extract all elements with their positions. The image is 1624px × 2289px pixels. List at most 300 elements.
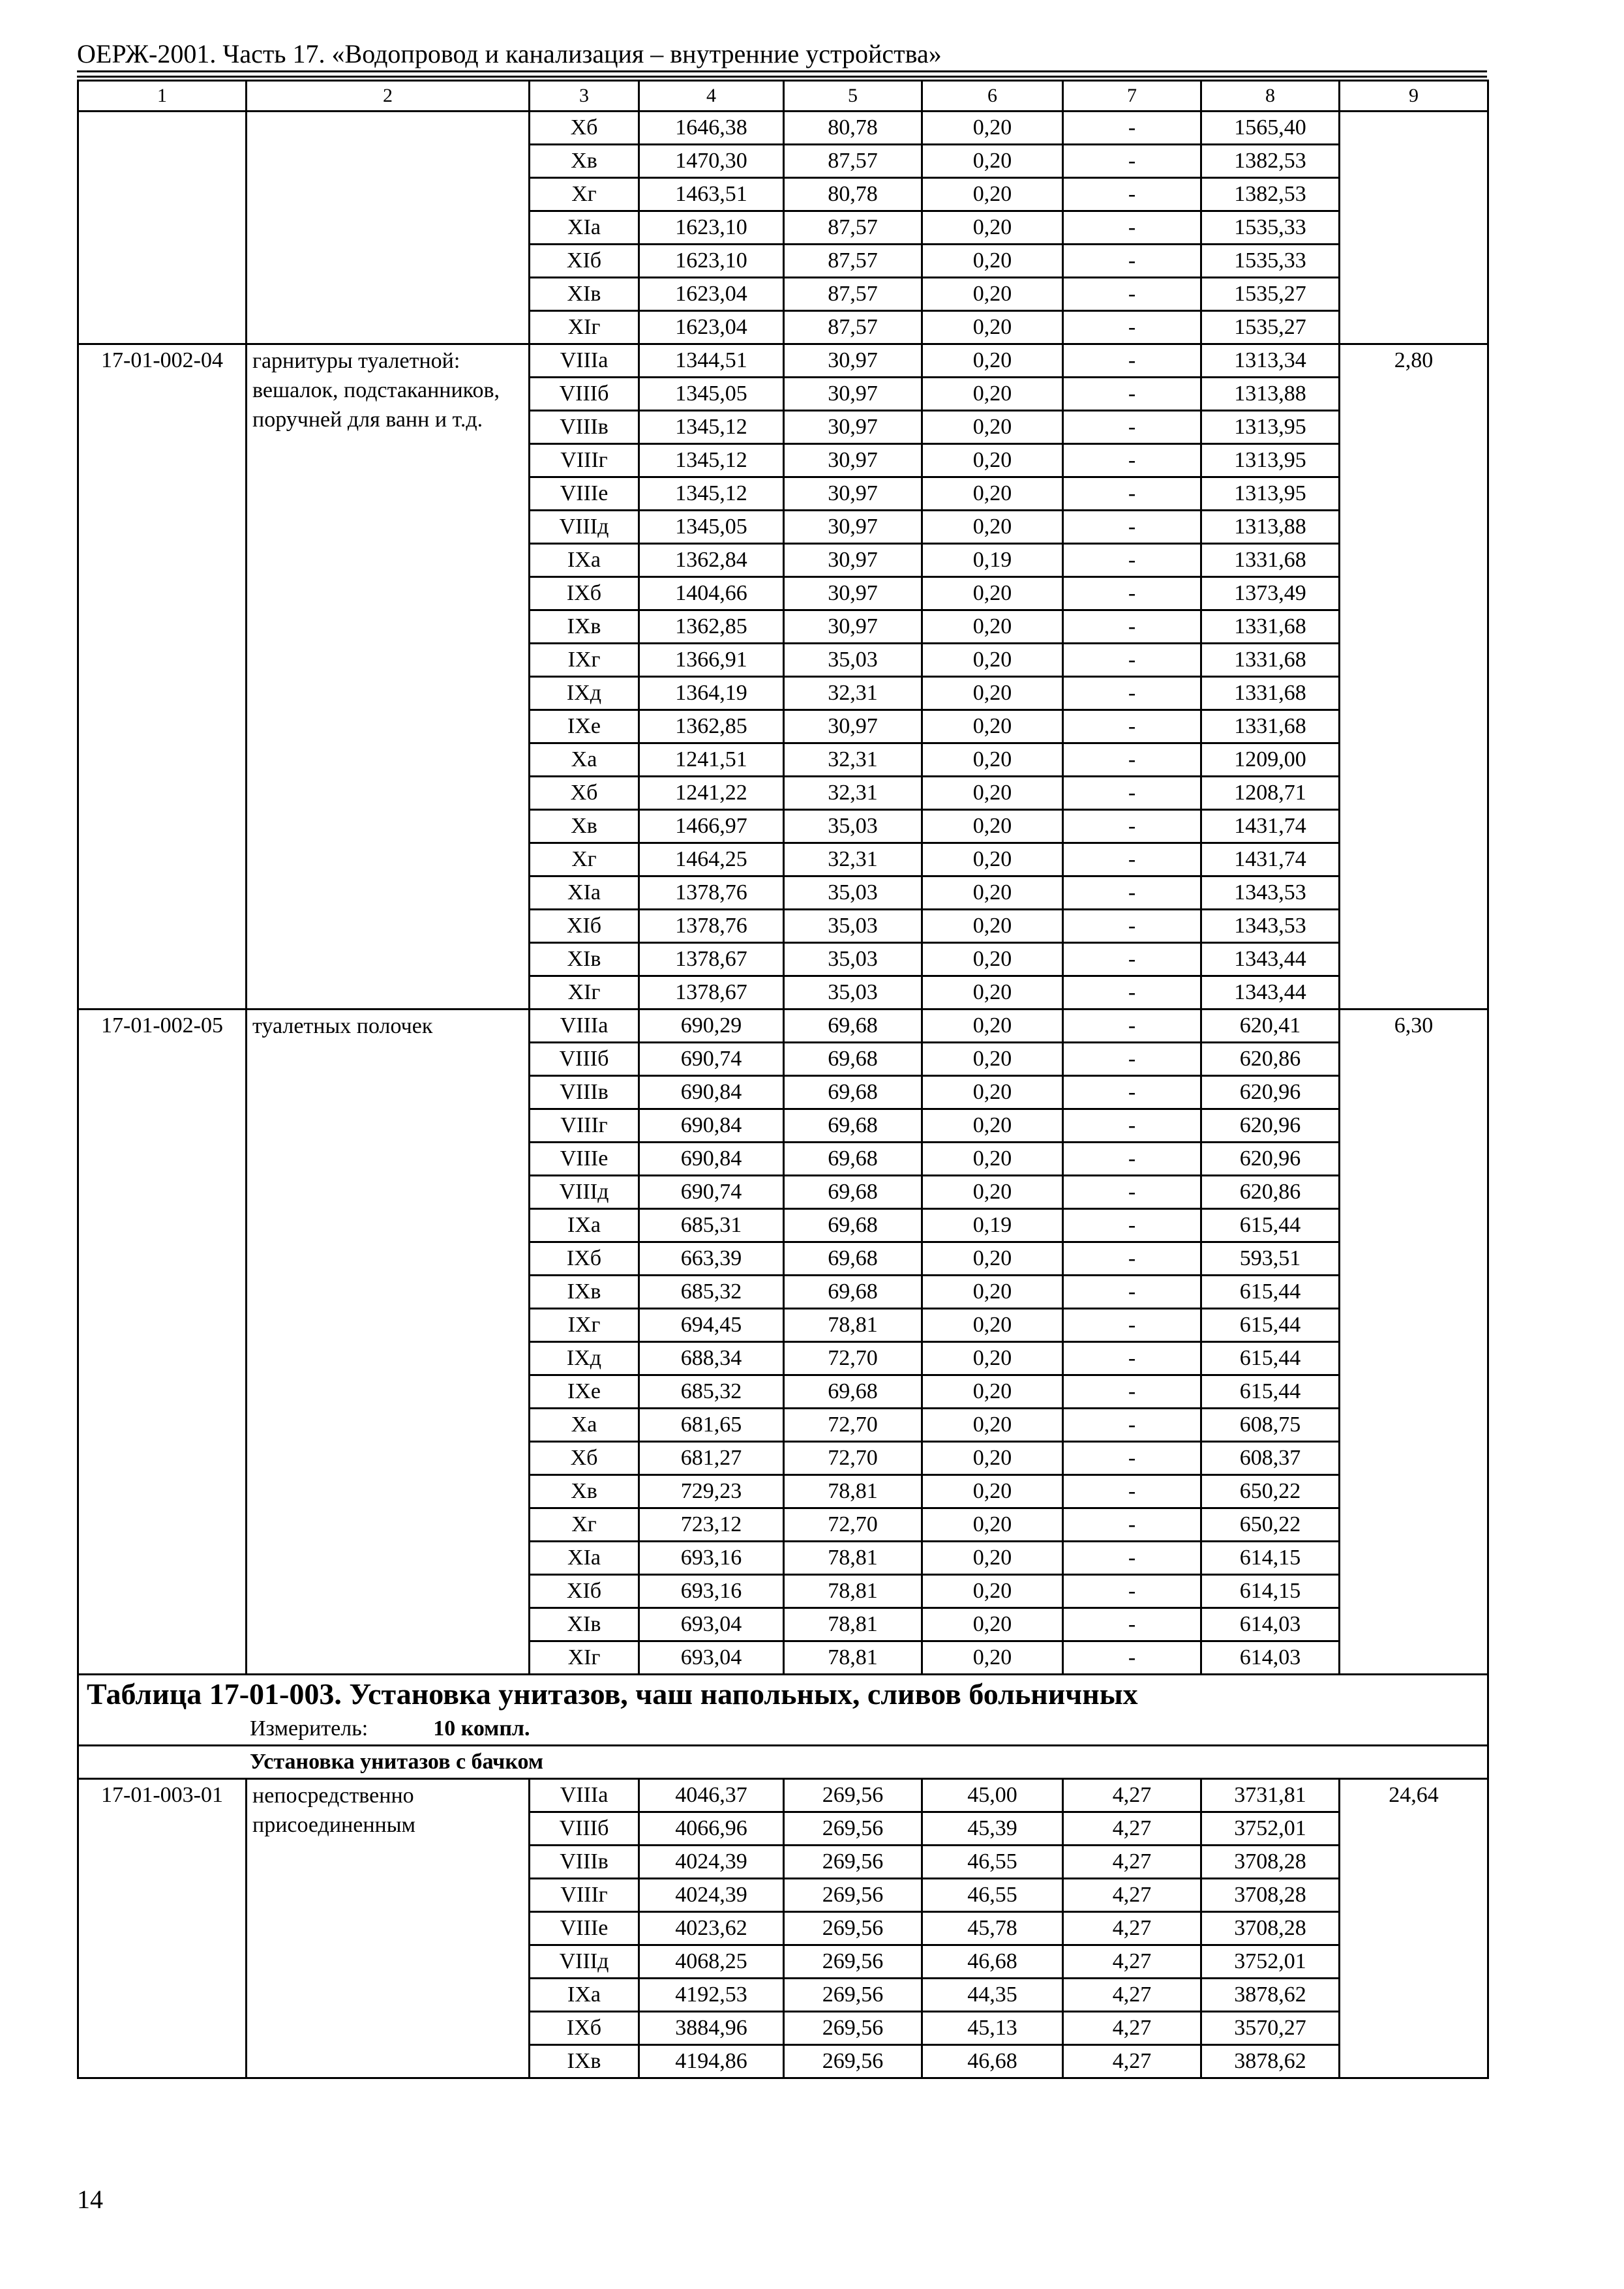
table-cell: 608,75 (1201, 1409, 1340, 1442)
table-cell: - (1063, 910, 1201, 943)
table-cell: 78,81 (784, 1475, 922, 1508)
table-cell: - (1063, 810, 1201, 843)
table-cell: 593,51 (1201, 1242, 1340, 1276)
table-cell: VIIIб (530, 378, 639, 411)
table-cell: 0,20 (922, 1342, 1063, 1375)
table-cell: 1364,19 (639, 677, 784, 710)
table-cell: 4192,53 (639, 1979, 784, 2012)
table-cell: 35,03 (784, 976, 922, 1010)
table-cell: 4,27 (1063, 1779, 1201, 1812)
table-cell: 1343,44 (1201, 976, 1340, 1010)
table-cell: 69,68 (784, 1043, 922, 1076)
table-cell: 78,81 (784, 1309, 922, 1342)
table-cell: XIг (530, 1641, 639, 1675)
table-cell: XIв (530, 943, 639, 976)
table-cell: IXд (530, 677, 639, 710)
table-cell: 87,57 (784, 245, 922, 278)
table-cell: VIIIд (530, 1945, 639, 1979)
table-cell: 0,20 (922, 1508, 1063, 1542)
table-cell: 72,70 (784, 1508, 922, 1542)
table-cell: 0,20 (922, 477, 1063, 511)
table-cell: VIIIв (530, 1846, 639, 1879)
table-cell: - (1063, 1508, 1201, 1542)
table-cell: 1209,00 (1201, 743, 1340, 777)
table-cell: 30,97 (784, 544, 922, 577)
table-cell: 3708,28 (1201, 1912, 1340, 1945)
table-cell: 1208,71 (1201, 777, 1340, 810)
table-cell: 3731,81 (1201, 1779, 1340, 1812)
table-cell: VIIIд (530, 1176, 639, 1209)
table-cell: XIa (530, 1542, 639, 1575)
table-cell: 269,56 (784, 1846, 922, 1879)
table-cell: 690,74 (639, 1043, 784, 1076)
column-header: 1 (78, 81, 247, 112)
table-cell: - (1063, 1542, 1201, 1575)
table-cell: XIa (530, 876, 639, 910)
table-cell: 32,31 (784, 677, 922, 710)
table-cell: - (1063, 1109, 1201, 1143)
table-cell: - (1063, 511, 1201, 544)
table-cell: 1470,30 (639, 145, 784, 178)
table-cell: 1343,53 (1201, 876, 1340, 910)
column-header-row (78, 81, 1488, 112)
table-cell: VIIIг (530, 1879, 639, 1912)
table-cell: - (1063, 544, 1201, 577)
table-cell: 0,20 (922, 211, 1063, 245)
table-cell: 0,20 (922, 245, 1063, 278)
table-cell: 1366,91 (639, 644, 784, 677)
table-cell: - (1063, 1375, 1201, 1409)
table-cell: 80,78 (784, 112, 922, 145)
table-cell: 614,15 (1201, 1575, 1340, 1608)
table-cell: 0,20 (922, 843, 1063, 876)
table-cell: 0,20 (922, 311, 1063, 344)
table-cell: VIIIe (530, 477, 639, 511)
table-cell: - (1063, 1641, 1201, 1675)
table-cell: 1362,84 (639, 544, 784, 577)
rate-code: 17-01-003-01 (78, 1779, 247, 2078)
table-cell: 30,97 (784, 610, 922, 644)
table-cell: 729,23 (639, 1475, 784, 1508)
table-cell: 690,84 (639, 1109, 784, 1143)
table-cell: 0,20 (922, 610, 1063, 644)
table-cell: 0,20 (922, 1143, 1063, 1176)
table-cell: 4024,39 (639, 1846, 784, 1879)
table-cell: 620,41 (1201, 1010, 1340, 1043)
table-cell: 72,70 (784, 1442, 922, 1475)
table-cell: - (1063, 1043, 1201, 1076)
table-cell: - (1063, 876, 1201, 910)
table-cell: 269,56 (784, 2012, 922, 2045)
table-cell: 1378,76 (639, 876, 784, 910)
table-cell: XIг (530, 976, 639, 1010)
table-cell: 1535,27 (1201, 311, 1340, 344)
table-cell: 269,56 (784, 1979, 922, 2012)
table-cell: - (1063, 411, 1201, 444)
table-cell: Xг (530, 843, 639, 876)
table-cell: 1623,04 (639, 311, 784, 344)
table-cell: 45,39 (922, 1812, 1063, 1846)
table-cell: 69,68 (784, 1109, 922, 1143)
table-cell: 78,81 (784, 1608, 922, 1641)
table-cell: - (1063, 644, 1201, 677)
table-cell: 1313,95 (1201, 411, 1340, 444)
labor-norm: 24,64 (1340, 1779, 1488, 2078)
table-cell: 0,20 (922, 1608, 1063, 1641)
table-cell: - (1063, 311, 1201, 344)
table-cell: 69,68 (784, 1242, 922, 1276)
table-cell: IXг (530, 644, 639, 677)
table-cell: VIIIв (530, 411, 639, 444)
table-cell: Xб (530, 112, 639, 145)
table-cell: Xв (530, 810, 639, 843)
table-cell: Xв (530, 1475, 639, 1508)
table-cell: - (1063, 1409, 1201, 1442)
table-cell: 685,32 (639, 1276, 784, 1309)
table-cell: 1464,25 (639, 843, 784, 876)
table-cell: - (1063, 344, 1201, 378)
table-cell: 1431,74 (1201, 843, 1340, 876)
table-title-row (78, 1675, 1488, 1714)
unit-line (78, 1713, 1488, 1746)
table-cell: 615,44 (1201, 1276, 1340, 1309)
table-cell: VIIIe (530, 1912, 639, 1945)
table-cell: Xг (530, 178, 639, 211)
unit-row (78, 1713, 1488, 1746)
table-cell: - (1063, 610, 1201, 644)
table-cell: - (1063, 1475, 1201, 1508)
table-cell: XIв (530, 1608, 639, 1641)
table-cell: - (1063, 145, 1201, 178)
table-cell: 69,68 (784, 1375, 922, 1409)
table-cell: 0,20 (922, 344, 1063, 378)
table-cell: 69,68 (784, 1276, 922, 1309)
table-cell: 0,20 (922, 444, 1063, 477)
table-cell: - (1063, 1342, 1201, 1375)
table-cell: 0,20 (922, 677, 1063, 710)
table-cell: 1345,05 (639, 511, 784, 544)
table-cell: 0,20 (922, 1109, 1063, 1143)
table-cell: VIIIa (530, 344, 639, 378)
table-cell: IXa (530, 1979, 639, 2012)
table-cell: 1241,22 (639, 777, 784, 810)
table-cell: 46,68 (922, 1945, 1063, 1979)
table-row (78, 1779, 1488, 1812)
table-cell: - (1063, 245, 1201, 278)
table-cell: 3708,28 (1201, 1846, 1340, 1879)
table-cell: XIб (530, 910, 639, 943)
table-cell: - (1063, 444, 1201, 477)
table-cell: 4,27 (1063, 1945, 1201, 1979)
table-cell: - (1063, 1575, 1201, 1608)
table-cell: 269,56 (784, 1912, 922, 1945)
table-cell: 0,20 (922, 1010, 1063, 1043)
table-cell: 1343,44 (1201, 943, 1340, 976)
table-cell: 620,96 (1201, 1109, 1340, 1143)
table-cell: 30,97 (784, 378, 922, 411)
table-cell: 1313,95 (1201, 444, 1340, 477)
column-header: 4 (639, 81, 784, 112)
table-cell: 0,20 (922, 743, 1063, 777)
table-cell: 693,04 (639, 1608, 784, 1641)
table-cell: 30,97 (784, 511, 922, 544)
page-header: ОЕРЖ-2001. Часть 17. «Водопровод и канализация – внутренние устройства» (77, 39, 942, 68)
labor-norm (1340, 112, 1488, 344)
table-cell: 690,84 (639, 1143, 784, 1176)
table-cell: 1331,68 (1201, 677, 1340, 710)
table-cell: 87,57 (784, 145, 922, 178)
table-cell: 78,81 (784, 1641, 922, 1675)
table-cell: 1382,53 (1201, 145, 1340, 178)
table-cell: 0,20 (922, 1242, 1063, 1276)
table-cell: - (1063, 1143, 1201, 1176)
table-title: Таблица 17-01-003. Установка унитазов, чаш напольных, сливов больничных (78, 1675, 1488, 1714)
table-cell: XIa (530, 211, 639, 245)
table-cell: 269,56 (784, 1879, 922, 1912)
table-cell: 35,03 (784, 876, 922, 910)
table-cell: IXв (530, 1276, 639, 1309)
table-cell: 30,97 (784, 477, 922, 511)
table-cell: XIв (530, 278, 639, 311)
table-cell: - (1063, 378, 1201, 411)
table-cell: VIIIa (530, 1010, 639, 1043)
rates-table (77, 80, 1489, 2079)
table-cell: 681,65 (639, 1409, 784, 1442)
table-cell: - (1063, 710, 1201, 743)
table-cell: VIIIб (530, 1812, 639, 1846)
table-cell: VIIIв (530, 1076, 639, 1109)
table-cell: 0,20 (922, 910, 1063, 943)
table-cell: - (1063, 577, 1201, 610)
table-cell: 0,20 (922, 1641, 1063, 1675)
table-cell: 69,68 (784, 1209, 922, 1242)
table-cell: VIIIб (530, 1043, 639, 1076)
table-cell: 45,78 (922, 1912, 1063, 1945)
table-cell: IXe (530, 710, 639, 743)
table-cell: 0,20 (922, 644, 1063, 677)
table-cell: 1345,12 (639, 477, 784, 511)
table-cell: - (1063, 1442, 1201, 1475)
table-cell: Xa (530, 743, 639, 777)
table-cell: 1466,97 (639, 810, 784, 843)
table-cell: 35,03 (784, 810, 922, 843)
table-cell: - (1063, 1076, 1201, 1109)
table-cell: 620,86 (1201, 1176, 1340, 1209)
table-cell: - (1063, 278, 1201, 311)
table-cell: 1345,12 (639, 444, 784, 477)
table-cell: 0,20 (922, 145, 1063, 178)
table-cell: 620,96 (1201, 1143, 1340, 1176)
table-cell: 0,20 (922, 577, 1063, 610)
table-cell: 46,55 (922, 1879, 1063, 1912)
table-cell: 0,20 (922, 1475, 1063, 1508)
table-cell: 0,19 (922, 1209, 1063, 1242)
table-cell: 650,22 (1201, 1508, 1340, 1542)
table-cell: 87,57 (784, 211, 922, 245)
table-cell: 80,78 (784, 178, 922, 211)
table-cell: 4,27 (1063, 1879, 1201, 1912)
table-cell: 35,03 (784, 644, 922, 677)
table-cell: 69,68 (784, 1076, 922, 1109)
table-cell: 4,27 (1063, 1979, 1201, 2012)
column-header: 6 (922, 81, 1063, 112)
table-cell: 0,20 (922, 1076, 1063, 1109)
table-cell: IXг (530, 1309, 639, 1342)
table-cell: - (1063, 1176, 1201, 1209)
table-cell: 0,20 (922, 112, 1063, 145)
table-cell: 1331,68 (1201, 610, 1340, 644)
table-cell: 615,44 (1201, 1309, 1340, 1342)
column-header: 5 (784, 81, 922, 112)
table-cell: - (1063, 178, 1201, 211)
table-cell: 4194,86 (639, 2045, 784, 2078)
table-cell: 681,27 (639, 1442, 784, 1475)
table-cell: - (1063, 976, 1201, 1010)
table-cell: 1382,53 (1201, 178, 1340, 211)
work-name: непосредственно присоединенным (247, 1779, 530, 2078)
table-cell: 1331,68 (1201, 644, 1340, 677)
table-cell: 4,27 (1063, 1846, 1201, 1879)
table-cell: 1535,33 (1201, 211, 1340, 245)
table-cell: Xб (530, 777, 639, 810)
table-cell: - (1063, 843, 1201, 876)
table-cell: 1373,49 (1201, 577, 1340, 610)
table-cell: 1313,34 (1201, 344, 1340, 378)
table-cell: 4066,96 (639, 1812, 784, 1846)
unit-label: Измеритель: (250, 1716, 368, 1741)
table-cell: 0,20 (922, 1575, 1063, 1608)
table-cell: 614,03 (1201, 1641, 1340, 1675)
table-cell: VIIIe (530, 1143, 639, 1176)
column-header: 9 (1340, 81, 1488, 112)
table-cell: 650,22 (1201, 1475, 1340, 1508)
table-cell: 693,04 (639, 1641, 784, 1675)
table-cell: 269,56 (784, 2045, 922, 2078)
table-cell: Xa (530, 1409, 639, 1442)
work-name (247, 112, 530, 344)
table-cell: 3570,27 (1201, 2012, 1340, 2045)
table-cell: - (1063, 112, 1201, 145)
table-cell: 1331,68 (1201, 710, 1340, 743)
rate-code: 17-01-002-04 (78, 344, 247, 1010)
rate-code: 17-01-002-05 (78, 1010, 247, 1675)
table-cell: 269,56 (784, 1779, 922, 1812)
table-cell: 87,57 (784, 278, 922, 311)
table-cell: 4024,39 (639, 1879, 784, 1912)
table-cell: 0,20 (922, 1043, 1063, 1076)
table-cell: 615,44 (1201, 1375, 1340, 1409)
table-cell: - (1063, 211, 1201, 245)
page-number: 14 (77, 2185, 103, 2214)
table-cell: 35,03 (784, 910, 922, 943)
table-cell: - (1063, 677, 1201, 710)
table-cell: 0,20 (922, 278, 1063, 311)
table-cell: 32,31 (784, 843, 922, 876)
table-cell: 45,13 (922, 2012, 1063, 2045)
table-cell: 0,20 (922, 1276, 1063, 1309)
table-cell: 1463,51 (639, 178, 784, 211)
table-cell: 0,20 (922, 411, 1063, 444)
table-cell: 1646,38 (639, 112, 784, 145)
table-cell: 0,20 (922, 976, 1063, 1010)
table-cell: 3752,01 (1201, 1812, 1340, 1846)
subheading-row (78, 1746, 1488, 1779)
table-cell: 1313,88 (1201, 378, 1340, 411)
table-cell: 3708,28 (1201, 1879, 1340, 1912)
table-cell: 72,70 (784, 1409, 922, 1442)
table-cell: 3884,96 (639, 2012, 784, 2045)
table-cell: - (1063, 943, 1201, 976)
table-cell: 614,03 (1201, 1608, 1340, 1641)
table-cell: 1378,67 (639, 976, 784, 1010)
table-cell: 4023,62 (639, 1912, 784, 1945)
table-cell: 1565,40 (1201, 112, 1340, 145)
table-cell: 0,20 (922, 1309, 1063, 1342)
table-cell: 0,20 (922, 1442, 1063, 1475)
table-cell: IXд (530, 1342, 639, 1375)
table-cell: 72,70 (784, 1342, 922, 1375)
table-cell: IXa (530, 1209, 639, 1242)
table-cell: 690,29 (639, 1010, 784, 1043)
header-rule (77, 70, 1487, 72)
table-cell: 1535,33 (1201, 245, 1340, 278)
table-cell: 78,81 (784, 1575, 922, 1608)
table-cell: 1344,51 (639, 344, 784, 378)
table-cell: 46,68 (922, 2045, 1063, 2078)
table-cell: 87,57 (784, 311, 922, 344)
table-cell: IXв (530, 2045, 639, 2078)
table-cell: 1345,12 (639, 411, 784, 444)
table-cell: - (1063, 1309, 1201, 1342)
table-cell: 1431,74 (1201, 810, 1340, 843)
table-cell: 1331,68 (1201, 544, 1340, 577)
table-cell: 30,97 (784, 577, 922, 610)
table-cell: 1378,76 (639, 910, 784, 943)
table-cell: 46,55 (922, 1846, 1063, 1879)
table-cell: 1535,27 (1201, 278, 1340, 311)
table-cell: 0,20 (922, 511, 1063, 544)
table-cell: 1362,85 (639, 610, 784, 644)
table-cell: 30,97 (784, 411, 922, 444)
table-cell: VIIIa (530, 1779, 639, 1812)
table-row (78, 344, 1488, 378)
table-cell: 78,81 (784, 1542, 922, 1575)
table-cell: 0,20 (922, 178, 1063, 211)
table-cell: 269,56 (784, 1945, 922, 1979)
table-row (78, 1010, 1488, 1043)
table-cell: 0,20 (922, 810, 1063, 843)
labor-norm: 6,30 (1340, 1010, 1488, 1675)
table-cell: Xб (530, 1442, 639, 1475)
table-cell: 32,31 (784, 777, 922, 810)
table-cell: - (1063, 777, 1201, 810)
table-cell: 4,27 (1063, 2012, 1201, 2045)
column-header: 8 (1201, 81, 1340, 112)
table-cell: 688,34 (639, 1342, 784, 1375)
table-cell: 1345,05 (639, 378, 784, 411)
table-cell: 32,31 (784, 743, 922, 777)
table-cell: 0,19 (922, 544, 1063, 577)
table-cell: 1241,51 (639, 743, 784, 777)
table-cell: - (1063, 1608, 1201, 1641)
table-cell: 0,20 (922, 378, 1063, 411)
table-cell: IXв (530, 610, 639, 644)
table-cell: 4,27 (1063, 2045, 1201, 2078)
table-cell: IXб (530, 2012, 639, 2045)
table-cell: - (1063, 1242, 1201, 1276)
table-cell: 3878,62 (1201, 1979, 1340, 2012)
table-cell: 30,97 (784, 710, 922, 743)
